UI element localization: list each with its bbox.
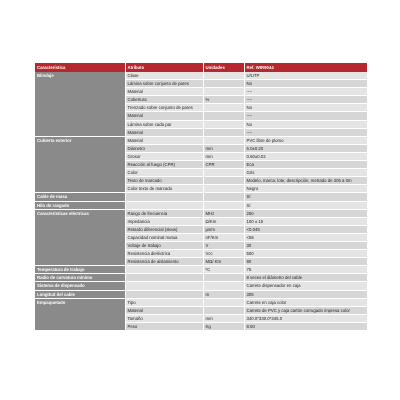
unit-cell <box>203 274 244 282</box>
value-cell: ---- <box>244 96 367 104</box>
header-row <box>35 63 367 72</box>
value-cell: Carrete de PVC y caja cartón corrugado impresa color <box>244 306 367 314</box>
attribute-cell: Capacidad nominal mutua <box>125 233 203 241</box>
attribute-cell: Resistencia de aislamiento <box>125 258 203 266</box>
group-label: Radio de curvatura mínimo <box>35 274 125 282</box>
attribute-cell: Grosor <box>125 152 203 160</box>
table-row <box>35 298 367 306</box>
attribute-cell: Material <box>125 136 203 144</box>
attribute-cell: Lámina sobre cada par <box>125 120 203 128</box>
attribute-cell: Cobertura <box>125 96 203 104</box>
unit-cell: Vcc <box>203 250 244 258</box>
table-row <box>35 136 367 144</box>
group-label: Hilo de rasgado <box>35 201 125 209</box>
attribute-cell <box>125 274 203 282</box>
value-cell: 8 veces el diámetro del cable <box>244 274 367 282</box>
value-cell: U/UTP <box>244 72 367 80</box>
attribute-cell: Impedancia <box>125 217 203 225</box>
unit-cell <box>203 112 244 120</box>
attribute-cell: Reacción al fuego (CPR) <box>125 161 203 169</box>
header-attribute: Atributo <box>125 63 203 72</box>
table-row <box>35 274 367 282</box>
value-cell: Carrete dispensador en caja <box>244 282 367 290</box>
unit-cell: % <box>203 96 244 104</box>
spec-body <box>35 72 367 331</box>
value-cell: Sí <box>244 201 367 209</box>
attribute-cell: Material <box>125 112 203 120</box>
table-row <box>35 72 367 80</box>
unit-cell <box>203 177 244 185</box>
attribute-cell: Color texto de marcado <box>125 185 203 193</box>
table-row <box>35 201 367 209</box>
unit-cell: mm <box>203 314 244 322</box>
value-cell: 0.60±0.02 <box>244 152 367 160</box>
attribute-cell: Retardo diferencial (skew) <box>125 225 203 233</box>
value-cell: 250 <box>244 209 367 217</box>
value-cell: 90 <box>244 258 367 266</box>
unit-cell <box>203 201 244 209</box>
unit-cell: V <box>203 241 244 249</box>
unit-cell <box>203 298 244 306</box>
unit-cell <box>203 72 244 80</box>
table-row <box>35 290 367 298</box>
unit-cell: ºC <box>203 266 244 274</box>
value-cell: Negro <box>244 185 367 193</box>
attribute-cell: Tipo <box>125 298 203 306</box>
attribute-cell: Resistencia dieléctrica <box>125 250 203 258</box>
unit-cell: Kg <box>203 322 244 330</box>
unit-cell: MHz <box>203 209 244 217</box>
group-label: Características eléctricas <box>35 209 125 266</box>
attribute-cell: Tamaño <box>125 314 203 322</box>
group-label: Cubierta exterior <box>35 136 125 193</box>
header-characteristic: Característica <box>35 63 125 72</box>
attribute-cell: Material <box>125 88 203 96</box>
unit-cell: m <box>203 290 244 298</box>
unit-cell: mm <box>203 144 244 152</box>
unit-cell: mm <box>203 152 244 160</box>
attribute-cell: Clase <box>125 72 203 80</box>
unit-cell: MΩ/ Km <box>203 258 244 266</box>
attribute-cell: Lámina sobre conjunto de pares <box>125 80 203 88</box>
group-label: Empaquetado <box>35 298 125 330</box>
value-cell: 305 <box>244 290 367 298</box>
attribute-cell <box>125 282 203 290</box>
value-cell: Modelo, marca, lote, descripción, metrado de 305 a 0m <box>244 177 367 185</box>
value-cell: <56 <box>244 233 367 241</box>
group-label: Cable de masa <box>35 193 125 201</box>
value-cell: 6.0±0.20 <box>244 144 367 152</box>
value-cell: PVC libre de plomo <box>244 136 367 144</box>
attribute-cell: Peso <box>125 322 203 330</box>
table-row <box>35 282 367 290</box>
attribute-cell: Diámetro <box>125 144 203 152</box>
attribute-cell: Voltaje de trabajo <box>125 241 203 249</box>
value-cell: Carrete en caja color <box>244 298 367 306</box>
attribute-cell <box>125 201 203 209</box>
unit-cell <box>203 136 244 144</box>
unit-cell: μs/m <box>203 225 244 233</box>
value-cell: Eca <box>244 161 367 169</box>
unit-cell <box>203 282 244 290</box>
unit-cell: nF/Km <box>203 233 244 241</box>
value-cell: 8.50 <box>244 322 367 330</box>
header-units: Unidades <box>203 63 244 72</box>
value-cell: <0.045 <box>244 225 367 233</box>
spec-table <box>35 63 367 331</box>
group-label: Blindaje <box>35 72 125 136</box>
value-cell: No <box>244 104 367 112</box>
attribute-cell: Color <box>125 169 203 177</box>
value-cell: 340.0*330.0*345.0 <box>244 314 367 322</box>
table-row <box>35 209 367 217</box>
unit-cell <box>203 88 244 96</box>
attribute-cell <box>125 290 203 298</box>
attribute-cell: Rango de frecuencia <box>125 209 203 217</box>
attribute-cell: Texto de marcado <box>125 177 203 185</box>
unit-cell <box>203 306 244 314</box>
value-cell: 100 ± 15 <box>244 217 367 225</box>
unit-cell: Ω/Km <box>203 217 244 225</box>
value-cell: ---- <box>244 112 367 120</box>
unit-cell <box>203 104 244 112</box>
group-label: Temperatura de trabajo <box>35 266 125 274</box>
value-cell: No <box>244 80 367 88</box>
table-row <box>35 193 367 201</box>
group-label: Sistema de dispensado <box>35 282 125 290</box>
value-cell: ---- <box>244 128 367 136</box>
attribute-cell: Material <box>125 128 203 136</box>
attribute-cell <box>125 266 203 274</box>
unit-cell: CPR <box>203 161 244 169</box>
group-label: Longitud del cable <box>35 290 125 298</box>
value-cell: No <box>244 120 367 128</box>
unit-cell <box>203 193 244 201</box>
value-cell: Gris <box>244 169 367 177</box>
value-cell: 30 <box>244 241 367 249</box>
value-cell: ---- <box>244 88 367 96</box>
unit-cell <box>203 80 244 88</box>
table-row <box>35 266 367 274</box>
value-cell: 75 <box>244 266 367 274</box>
unit-cell <box>203 128 244 136</box>
unit-cell <box>203 185 244 193</box>
value-cell: Sí <box>244 193 367 201</box>
header-reference: Ref. WIR9044 <box>244 63 367 72</box>
attribute-cell <box>125 193 203 201</box>
value-cell: 500 <box>244 250 367 258</box>
unit-cell <box>203 169 244 177</box>
unit-cell <box>203 120 244 128</box>
attribute-cell: Material <box>125 306 203 314</box>
attribute-cell: Trenzado sobre conjunto de pares <box>125 104 203 112</box>
